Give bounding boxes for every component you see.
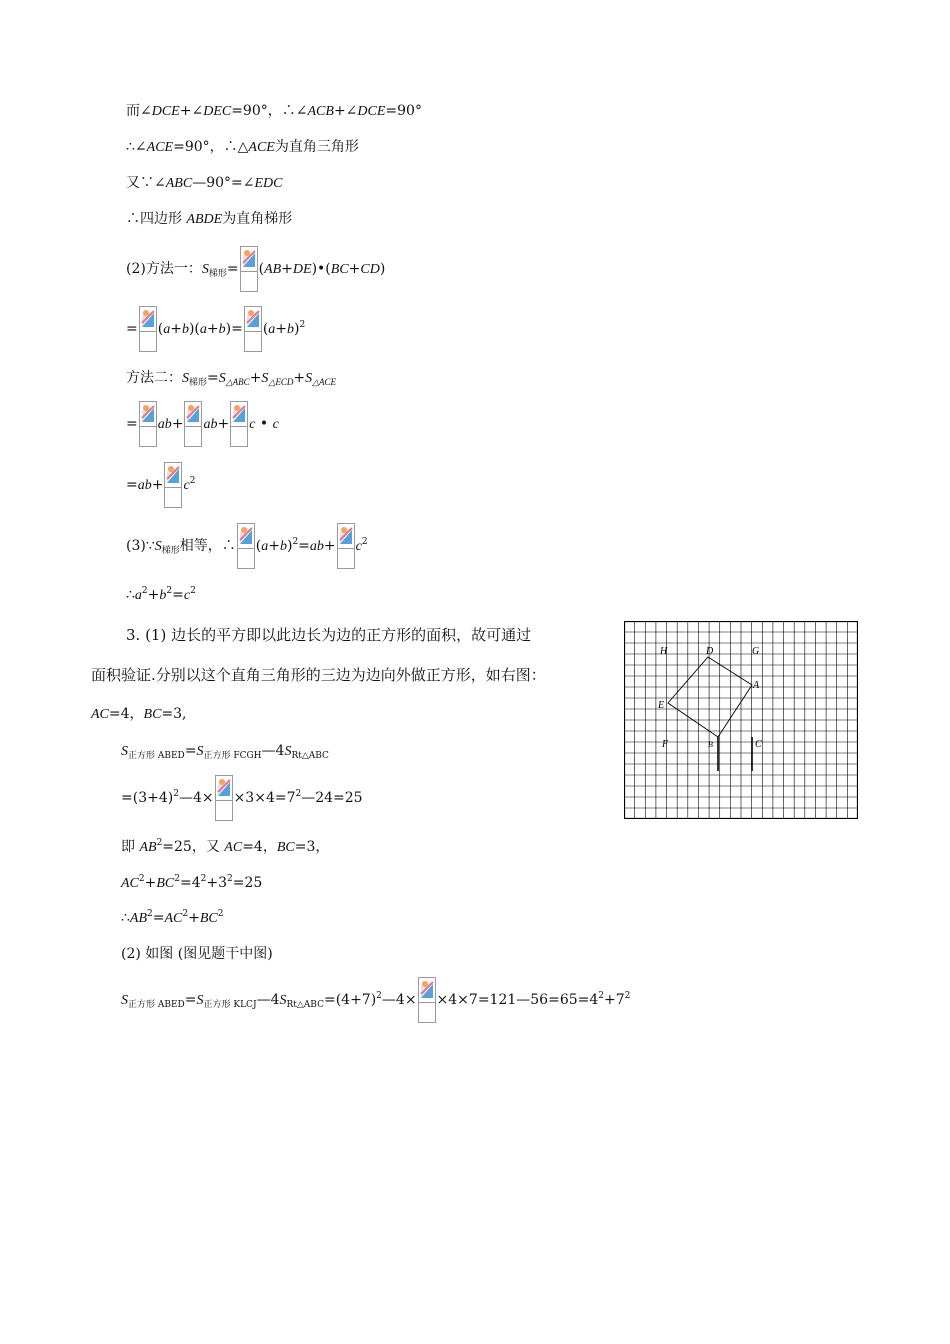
superscript: 2	[166, 586, 173, 596]
math: BC	[276, 840, 295, 855]
label-a: A	[753, 680, 760, 691]
text: 又∵∠	[126, 175, 166, 191]
text: )(	[188, 321, 200, 337]
subscript: 正方形 KLCJ	[203, 1000, 257, 1010]
text: +	[170, 321, 182, 337]
text: +	[217, 416, 230, 432]
text: (	[255, 538, 262, 554]
text: =4	[179, 875, 201, 891]
text: =	[126, 321, 138, 337]
math: a	[268, 322, 276, 337]
math: ab	[157, 417, 172, 432]
math: a	[261, 539, 269, 554]
math: ABC	[165, 176, 193, 191]
math: S	[196, 744, 204, 759]
text: +	[293, 370, 306, 386]
superscript: 2	[138, 874, 145, 884]
text-line	[121, 775, 363, 823]
text: +	[206, 321, 219, 337]
text: —4×	[178, 790, 214, 806]
math: BC	[330, 262, 349, 277]
text: =	[172, 587, 184, 603]
text: ×3×4=7	[233, 790, 296, 806]
text: =	[184, 743, 197, 759]
subscript: Rt△ABC	[291, 751, 329, 761]
superscript: 2	[361, 537, 368, 547]
text: =	[298, 538, 310, 554]
text-line	[126, 173, 282, 194]
text: )	[379, 261, 386, 277]
text-line	[121, 873, 262, 895]
math: S	[284, 744, 292, 759]
text: =(3+4)	[121, 790, 174, 806]
math: S	[201, 262, 209, 277]
subscript: 梯形	[161, 546, 180, 556]
superscript: 2	[376, 991, 382, 1001]
subscript: 正方形 ABED	[128, 1000, 185, 1010]
text: +	[144, 875, 157, 891]
text-line	[121, 837, 329, 859]
subscript: Rt△ABC	[286, 1000, 324, 1010]
text: +	[348, 261, 361, 277]
math: AC	[224, 840, 243, 855]
text: +∠	[333, 103, 358, 119]
text: =3，	[294, 839, 330, 855]
text: +	[275, 321, 288, 337]
text-line	[126, 523, 368, 571]
broken-image-icon	[418, 977, 436, 1023]
math: a	[163, 322, 171, 337]
text: =	[207, 370, 219, 386]
text-line	[126, 462, 195, 510]
math: AC	[164, 911, 183, 926]
text: +	[281, 261, 293, 277]
text: =3,	[161, 706, 187, 722]
text-line	[126, 585, 196, 607]
text: =25，又	[162, 839, 225, 855]
text-line	[126, 246, 385, 294]
text: —4×	[381, 992, 417, 1008]
text: (	[262, 321, 269, 337]
broken-image-icon	[184, 401, 202, 447]
text: 即	[121, 839, 140, 855]
text: (	[258, 261, 265, 277]
math: S	[305, 371, 313, 386]
math: b	[287, 322, 295, 337]
broken-image-icon	[215, 775, 233, 821]
text-line	[121, 908, 223, 930]
text-line	[91, 704, 187, 725]
superscript: 2	[217, 909, 224, 919]
subscript: 正方形 FCGH	[203, 751, 262, 761]
math: AC	[91, 707, 109, 722]
broken-image-icon	[230, 401, 248, 447]
math: S	[154, 539, 162, 554]
math: AC	[121, 876, 139, 891]
text: —90°=∠	[192, 175, 255, 191]
text: +	[171, 416, 184, 432]
broken-image-icon	[240, 246, 258, 292]
text: (2)方法一：	[126, 261, 202, 277]
math: ABDE	[186, 212, 223, 227]
math: DE	[292, 262, 312, 277]
text: =	[226, 261, 239, 277]
math: b	[218, 322, 226, 337]
math: c	[183, 588, 191, 603]
text-line	[126, 624, 531, 646]
broken-image-icon	[164, 462, 182, 508]
text: )•(	[311, 261, 331, 277]
text: 面积验证.分别以这个直角三角形的三边为边向外做正方形，如右图：	[91, 666, 546, 684]
text-line	[126, 209, 292, 230]
math: S	[121, 993, 128, 1008]
text: )=	[225, 321, 243, 337]
label-b: B	[708, 740, 713, 749]
math: S	[261, 371, 269, 386]
subscript: 梯形	[189, 378, 208, 388]
superscript: 2	[624, 991, 631, 1001]
broken-image-icon	[337, 523, 355, 569]
text: +	[188, 910, 200, 926]
math: BC	[156, 876, 175, 891]
text: 相等，∴	[179, 538, 236, 554]
text: )	[286, 538, 293, 554]
math: S	[121, 744, 128, 759]
text-line	[126, 306, 305, 354]
text-line	[126, 137, 359, 158]
math: b	[159, 588, 167, 603]
math: AB	[129, 911, 148, 926]
math: c	[249, 417, 256, 432]
math: ab	[137, 478, 152, 493]
text: 而∠	[126, 103, 152, 119]
text-line	[121, 944, 273, 964]
math: AB	[264, 262, 282, 277]
math: S	[279, 993, 287, 1008]
label-f: F	[662, 739, 669, 750]
math: c	[183, 478, 190, 493]
text-line	[121, 977, 630, 1025]
text: (	[157, 321, 164, 337]
math: BC	[143, 707, 162, 722]
superscript: 2	[190, 586, 196, 596]
math: b	[279, 539, 287, 554]
math: S	[196, 993, 204, 1008]
text-line	[126, 401, 279, 448]
text: =25	[232, 875, 263, 891]
superscript: 2	[295, 789, 302, 799]
math: CD	[360, 262, 380, 277]
math: ACB	[307, 104, 334, 119]
math: S	[182, 371, 189, 386]
text: 为直角三角形	[274, 139, 359, 155]
label-h: H	[660, 646, 668, 657]
text: (2) 如图 (图见题干中图)	[121, 946, 273, 962]
text: •	[259, 416, 269, 432]
text: +	[323, 538, 336, 554]
superscript: 2	[189, 476, 196, 486]
math: DCE	[151, 104, 180, 119]
text: —4	[256, 992, 280, 1008]
broken-image-icon	[139, 306, 157, 352]
text: +	[249, 370, 262, 386]
square-abed	[668, 657, 752, 737]
math: ACE	[248, 140, 275, 155]
superscript: 2	[156, 838, 163, 848]
math: a	[199, 322, 207, 337]
math: EDC	[254, 176, 283, 191]
superscript: 2	[292, 537, 299, 547]
superscript: 2	[182, 909, 189, 919]
math: BC	[199, 911, 218, 926]
superscript: 2	[147, 909, 153, 919]
text: =	[126, 477, 138, 493]
text: +	[268, 538, 280, 554]
text: ×4×7=121—56=65=4	[436, 992, 599, 1008]
text: 为直角梯形	[222, 211, 293, 227]
subscript: △ACE	[312, 377, 336, 387]
math: b	[181, 322, 189, 337]
text: +∠	[179, 103, 204, 119]
superscript: 2	[141, 586, 148, 596]
text-line	[121, 741, 329, 763]
math: a	[134, 588, 142, 603]
superscript: 2	[200, 874, 207, 884]
superscript: 2	[598, 991, 605, 1001]
text: ∴	[126, 587, 135, 603]
broken-image-icon	[237, 523, 255, 569]
text: +	[151, 477, 164, 493]
text: =90°，∴∠	[231, 103, 308, 119]
text: ∴∠	[126, 139, 147, 155]
superscript: 2	[299, 320, 306, 330]
text: =(4+7)	[323, 992, 377, 1008]
text: 方法二：	[126, 370, 182, 386]
text: =4，	[108, 706, 144, 722]
grid-figure	[624, 621, 858, 819]
text: =4，	[242, 839, 277, 855]
label-d: D	[706, 646, 714, 657]
text: (3)∵	[126, 538, 155, 554]
text: +3	[206, 875, 227, 891]
text: )	[294, 321, 300, 337]
superscript: 2	[227, 874, 233, 884]
math: DEC	[203, 104, 232, 119]
text: =	[184, 992, 197, 1008]
broken-image-icon	[244, 306, 262, 352]
subscript: △ABC	[225, 377, 250, 387]
text: 3. (1) 边长的平方即以此边长为边的正方形的面积，故可通过	[126, 626, 532, 644]
math: ab	[309, 539, 324, 554]
text: =90°，∴△	[173, 139, 249, 155]
text-line	[126, 368, 336, 390]
broken-image-icon	[139, 401, 157, 447]
math: ACE	[146, 140, 174, 155]
math: c	[272, 417, 279, 432]
math: DCE	[357, 104, 386, 119]
math: AB	[139, 840, 157, 855]
text: —4	[261, 743, 285, 759]
text: =	[126, 416, 138, 432]
text: ∴	[121, 910, 130, 926]
label-e: E	[658, 700, 665, 711]
math: c	[355, 539, 362, 554]
text-line	[126, 101, 422, 122]
superscript: 2	[174, 874, 180, 884]
subscript: 梯形	[208, 269, 227, 279]
subscript: △ECD	[268, 377, 294, 387]
subscript: 正方形 ABED	[128, 751, 185, 761]
text: +7	[604, 992, 625, 1008]
text: —24=25	[301, 790, 363, 806]
math: S	[218, 371, 226, 386]
text: ∴四边形	[126, 211, 187, 227]
superscript: 2	[173, 789, 179, 799]
text: =90°	[385, 103, 422, 119]
label-c: C	[755, 739, 762, 750]
text-line	[91, 664, 546, 686]
math: ab	[203, 417, 218, 432]
text: +	[147, 587, 160, 603]
text: =	[152, 910, 165, 926]
label-g: G	[752, 646, 760, 657]
